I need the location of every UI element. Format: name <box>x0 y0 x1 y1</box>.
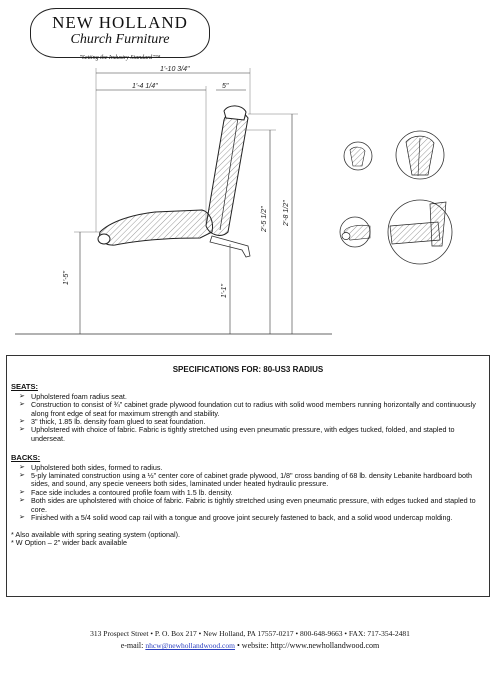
backs-list <box>7 464 489 523</box>
seat-nose <box>98 234 110 244</box>
bullet-arrow-icon: ➢ <box>19 514 25 522</box>
dim-seat-height-rear: 1'-1" <box>221 284 228 298</box>
seat-profile <box>100 210 213 245</box>
dim-seat-depth: 1'-4 1/4" <box>132 83 158 90</box>
bullet-arrow-icon: ➢ <box>19 497 25 505</box>
email-link[interactable]: nhcw@newhollandwood.com <box>145 641 235 650</box>
website-link[interactable]: http://www.newhollandwood.com <box>270 641 380 650</box>
bullet-arrow-icon: ➢ <box>19 392 25 400</box>
list-item: ➢ 3" thick, 1.85 lb. density foam glued to seat foundation. <box>19 417 206 427</box>
back-profile <box>206 112 248 236</box>
list-item: ➢ Upholstered both sides, formed to radius. <box>19 462 163 472</box>
footer-address: 313 Prospect Street • P. O. Box 217 • New Holland, PA 17557-0217 • 800-648-9663 • FAX: 717-354-2481 <box>90 629 410 638</box>
detail-cap-rail-large <box>396 131 444 179</box>
website-label: • website: <box>236 641 269 650</box>
footer-contact <box>0 641 500 650</box>
backs-heading: BACKS: <box>11 453 41 463</box>
bullet-arrow-icon: ➢ <box>19 463 25 471</box>
note-w-option: * W Option – 2" wider back available <box>11 537 128 547</box>
bullet-arrow-icon: ➢ <box>19 426 25 434</box>
logo-tagline: "Setting the Industry Standard"™ <box>79 55 161 61</box>
seats-heading: SEATS: <box>11 382 38 392</box>
bullet-arrow-icon: ➢ <box>19 472 25 480</box>
dim-overall-depth: 1'-10 3/4" <box>160 66 190 73</box>
detail-cap-rail <box>344 142 372 170</box>
email-label: e-mail: <box>120 641 144 650</box>
dim-back-top: 5" <box>222 83 229 90</box>
dim-seat-height: 1'-5" <box>63 271 70 285</box>
detail-seat-nose <box>340 217 370 247</box>
seats-list <box>7 393 489 443</box>
spec-title: SPECIFICATIONS FOR: 80-US3 RADIUS <box>172 365 324 374</box>
logo-line2: Church Furniture <box>70 32 170 47</box>
list-item: ➢ Face side includes a contoured profile foam with 1.5 lb. density. <box>19 487 233 497</box>
list-item: ➢ Upholstered with choice of fabric. Fabric is tightly stretched using even pneumatic pressure, with edges tucked, folded, and stapled to underseat. <box>19 425 455 443</box>
cap-rail <box>224 106 246 120</box>
logo-line1: NEW HOLLAND <box>52 13 188 32</box>
dim-back-height-rear: 2'-8 1/2" <box>283 200 290 226</box>
detail-seat-back-joint <box>388 200 452 264</box>
note-spring-seating: * Also available with spring seating system (optional). <box>11 529 180 539</box>
list-item: ➢ Construction to consist of ¾" cabinet grade plywood foundation cut to radius with solid wood members running horizontally and continuously along front edge of seat for maximum strength and stability. <box>19 400 476 418</box>
bullet-arrow-icon: ➢ <box>19 418 25 426</box>
bullet-arrow-icon: ➢ <box>19 488 25 496</box>
list-item: ➢ Upholstered foam radius seat. <box>19 391 127 401</box>
dim-back-height-front: 2'-5 1/2" <box>261 206 268 232</box>
list-item: ➢ Both sides are upholstered with choice of fabric. Fabric is tightly stretched using even pneumatic pressure, with edges tucked and stapled to core. <box>19 496 476 514</box>
list-item: ➢ 5-ply laminated construction using a ½" center core of cabinet grade plywood, 1/8" cross banding of 68 lb. density Lebanite hardboard both sides, and sound, any specie veneers both sides, laminated under heated hydraulic pressure. <box>19 471 473 489</box>
specifications-box <box>6 355 490 597</box>
list-item: ➢ Finished with a 5/4 solid wood cap rail with a tongue and groove joint securely fastened to back, and a solid wood undercap molding. <box>19 513 453 523</box>
bullet-arrow-icon: ➢ <box>19 401 25 409</box>
